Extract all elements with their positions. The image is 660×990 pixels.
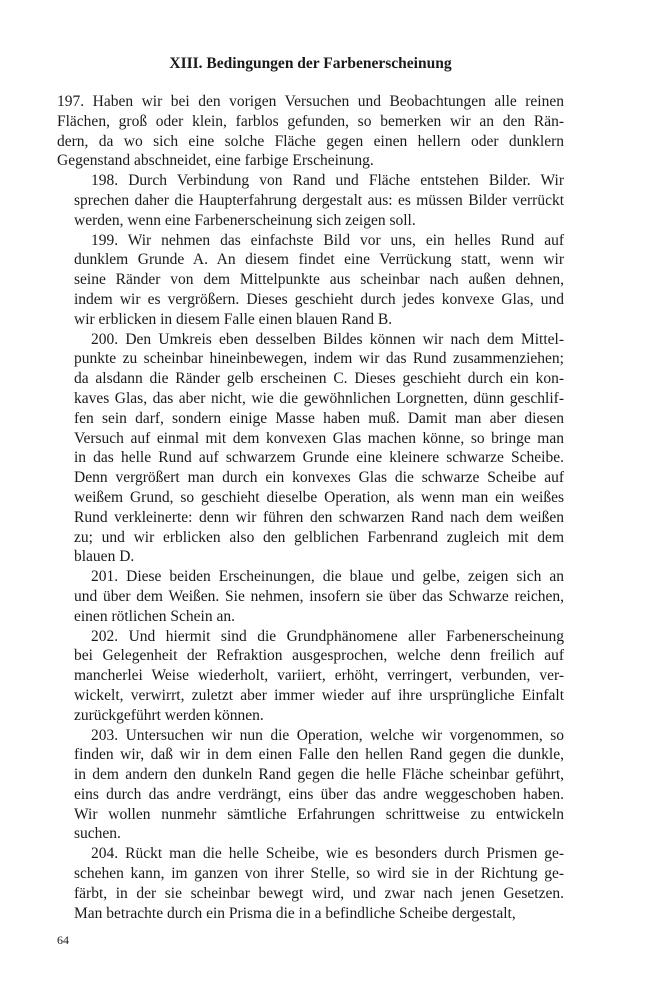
text-line: in dem andern den dunkeln Rand gegen die helle Fläche scheinbar geführt,	[74, 766, 564, 784]
text-line: Flächen, groß oder klein, farblos gefunden, so bemerken wir an den Rän-	[57, 112, 564, 130]
text-line: 197. Haben wir bei den vorigen Versuchen und Beobachtungen alle reinen	[57, 93, 564, 110]
text-line: zurückgeführt werden können.	[74, 706, 264, 724]
text-line: suchen.	[74, 825, 121, 843]
text-line: eins durch das andre verdrängt, eins über das andre weggeschoben haben.	[74, 785, 564, 803]
paragraph	[57, 231, 564, 330]
text-line: färbt, in der sie scheinbar bewegt wird, und zwar nach jenen Gesetzen.	[74, 884, 564, 902]
text-line: werden, wenn eine Farbenerscheinung sich zeigen soll.	[74, 211, 416, 229]
text-line: blauen D.	[74, 548, 135, 566]
text-line: schehen kann, im ganzen von ihrer Stelle, so wird sie in der Richtung ge-	[74, 865, 564, 883]
text-line: Versuch auf einmal mit dem konvexen Glas machen könne, so bringe man	[74, 429, 564, 447]
text-line: 200. Den Umkreis eben desselben Bildes können wir nach dem Mittel-	[91, 330, 564, 348]
text-line: einen rötlichen Schein an.	[74, 607, 235, 625]
text-line: Man betrachte durch ein Prisma die in a befindliche Scheibe dergestalt,	[74, 904, 516, 922]
text-line: weißem Grund, so geschieht dieselbe Operation, als wenn man ein weißes	[74, 488, 564, 506]
text-line: Wir wollen nunmehr sämtliche Erfahrungen schrittweise zu entwickeln	[74, 805, 564, 823]
text-line: 204. Rückt man die helle Scheibe, wie es besonders durch Prismen ge-	[91, 845, 564, 863]
text-line: 199. Wir nehmen das einfachste Bild vor uns, ein helles Rund auf	[91, 231, 564, 249]
text-line: in das helle Rund auf schwarzem Grunde eine kleinere schwarze Scheibe.	[74, 449, 564, 467]
paragraph	[57, 330, 564, 568]
text-line: bei Gelegenheit der Refraktion ausgesprochen, welche denn freilich auf	[74, 647, 564, 665]
paragraphs	[57, 92, 564, 923]
text-line: 201. Diese beiden Erscheinungen, die blaue und gelbe, zeigen sich an	[91, 568, 564, 586]
paragraph	[57, 567, 564, 626]
paragraph	[57, 726, 564, 845]
page-number: 64	[57, 933, 69, 947]
text-line: finden wir, daß wir in dem einen Falle den hellen Rand gegen die dunkle,	[74, 746, 564, 764]
paragraph	[57, 92, 564, 171]
text-line: indem wir es vergrößern. Dieses geschieht durch jedes konvexe Glas, und	[74, 290, 564, 308]
text-line: dern, da wo sich eine solche Fläche gegen einen hellern oder dunklern	[57, 132, 564, 150]
text-line: und über dem Weißen. Sie nehmen, insofern sie über das Schwarze reichen,	[74, 587, 564, 605]
text-line: 202. Und hiermit sind die Grundphänomene aller Farbenerscheinung	[91, 627, 564, 645]
page-body	[57, 54, 564, 923]
paragraph	[57, 171, 564, 230]
text-line: Gegenstand abschneidet, eine farbige Erscheinung.	[57, 152, 374, 170]
text-line: seine Ränder von dem Mittelpunkte aus scheinbar nach außen dehnen,	[74, 271, 564, 289]
text-line: wir erblicken in diesem Falle einen blauen Rand B.	[74, 310, 393, 328]
text-line: 203. Untersuchen wir nun die Operation, welche wir vorgenommen, so	[91, 726, 564, 744]
text-line: Rund verkleinerte: denn wir führen den schwarzen Rand nach dem weißen	[74, 508, 564, 526]
text-line: punkte zu scheinbar hineinbewegen, indem wir das Rund zusammenziehen;	[74, 350, 564, 368]
paragraph	[57, 627, 564, 726]
text-line: fen sein darf, sondern einige Masse haben muß. Damit man aber diesen	[74, 409, 564, 427]
text-line: wickelt, verwirrt, zuletzt aber immer wieder auf ihre ursprüngliche Einfalt	[74, 686, 564, 704]
text-line: kaves Glas, das aber nicht, wie die gewöhnlichen Lorgnetten, dünn geschlif-	[74, 389, 564, 407]
text-line: dunklem Grunde A. An diesem findet eine Verrückung statt, wenn wir	[74, 251, 564, 269]
text-line: zu; und wir erblicken also den gelblichen Farbenrand zugleich mit dem	[74, 528, 564, 546]
text-line: sprechen daher die Haupterfahrung dergestalt aus: es müssen Bilder verrückt	[74, 191, 564, 209]
text-line: Denn vergrößert man durch ein konvexes Glas die schwarze Scheibe auf	[74, 469, 564, 487]
text-line: mancherlei Weise wiederholt, variiert, erhöht, verringert, verbunden, ver-	[74, 667, 564, 685]
text-line: 198. Durch Verbindung von Rand und Fläche entstehen Bilder. Wir	[91, 172, 564, 190]
text-line: da alsdann die Ränder gelb erscheinen C. Dieses geschieht durch ein kon-	[74, 370, 564, 388]
chapter-heading: XIII. Bedingungen der Farbenerscheinung	[169, 55, 452, 72]
paragraph	[57, 844, 564, 923]
